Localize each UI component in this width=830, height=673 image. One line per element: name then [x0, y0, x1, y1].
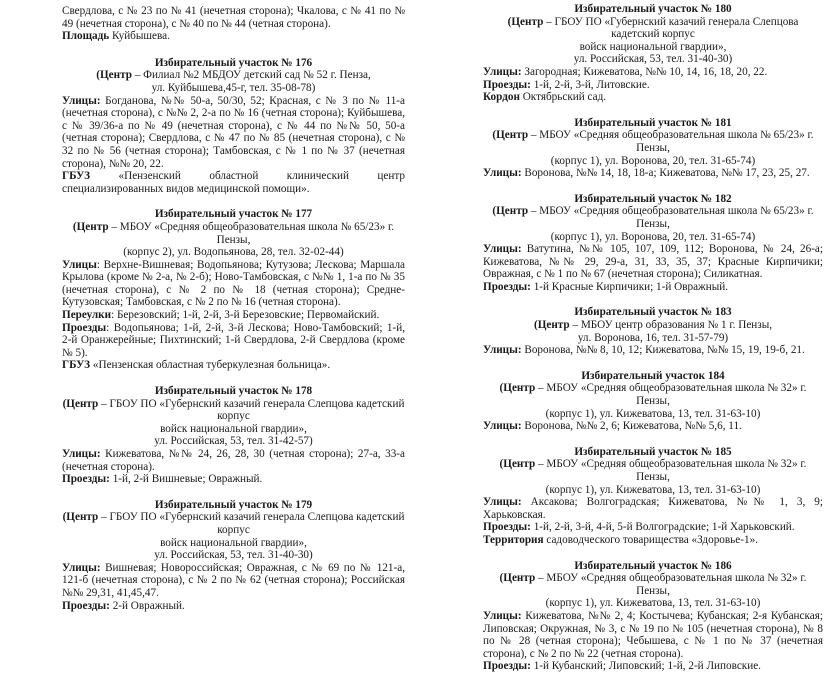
passages-label: Проезды:	[483, 660, 531, 673]
center-line1: – МБОУ «Средняя общеобразовательная школа № 32» г. Пензы,	[535, 382, 807, 408]
precinct-center	[483, 205, 823, 243]
territory-name: садоводческого товарищества «Здоровье-1».	[543, 533, 758, 546]
passages-list: 1-й, 2-й, 3-й, 4-й, 5-й Волгоградские; 1-й Харьковский.	[530, 521, 795, 534]
center-line2: (корпус 2), ул. Водопьянова, 28, тел. 32-02-44)	[123, 246, 344, 259]
precinct-center	[62, 511, 405, 561]
precinct-title: Избирательный участок № 181	[574, 116, 732, 129]
center-open: (	[499, 572, 504, 585]
precinct-streets	[483, 66, 823, 79]
passages-list: : Водопьянова; 1-й, 2-й, 3-й Лескова; Ново-Тамбовский; 1-й, 2-й Оранжерейные; Пихтинский; 1-й Свердлова, 2-й Свердлова (кроме № 5).	[62, 321, 405, 359]
streets-list: Богданова, №№ 50-а, 50/30, 52; Красная, с № 3 по № 11-а (нечетная сторона), с №№ 2, 2-а по № 16 (четная сторона); Куйбышева, с № 39/36-а по № 49 (нечетная сторона), с № 44 по №№ 50, 50-а (четная сторона); Свердлова, с № 47 по № 85 (нечетная сторона), с № 32 по № 56 (четная сторона); Тамбовская, с № 1 по № 37 (нечетная сторона), №№ 20, 22.	[62, 94, 405, 170]
center-label: Центр	[511, 15, 544, 28]
precinct-center	[483, 572, 823, 610]
right-column	[483, 3, 823, 673]
center-label: Центр	[537, 319, 570, 332]
precinct-streets	[483, 496, 823, 521]
center-line1: – МБОУ «Средняя общеобразовательная школа № 32» г. Пензы,	[535, 458, 807, 483]
precinct-center	[483, 319, 823, 344]
precinct-178	[62, 385, 405, 486]
streets-list: Вишневая; Новороссийская; Овражная, с № 69 по № 121-а, 121-б (нечетная сторона), с № 2 по № 62 (четная сторона); Российская №№ 29,31, 41,45,47.	[62, 561, 405, 599]
center-line2: войск национальной гвардии»,	[579, 40, 727, 53]
precinct-lanes	[62, 309, 405, 322]
passages-label: Проезды:	[483, 521, 531, 534]
passages-label: Проезды:	[62, 473, 110, 486]
passages-label: Проезды:	[483, 78, 531, 91]
center-line1: – МБОУ «Средняя общеобразовательная школа № 65/23» г. Пензы,	[528, 129, 814, 154]
precinct-title: Избирательный участок № 182	[574, 192, 732, 205]
precinct-181	[483, 117, 823, 180]
precinct-title: Избирательный участок № 185	[574, 445, 732, 458]
precinct-center	[483, 16, 823, 66]
precinct-streets	[483, 610, 823, 660]
precinct-passages	[483, 660, 823, 673]
left-column	[62, 5, 405, 612]
precinct-territory	[483, 534, 823, 547]
center-label: Центр	[503, 572, 536, 585]
center-line1: – ГБОУ ПО «Губернский казачий генерала Слепцова кадетский корпус	[98, 397, 405, 423]
streets-label: Улицы:	[483, 65, 522, 78]
streets-label: Улицы:	[483, 243, 522, 256]
precinct-cordon	[483, 91, 823, 104]
precinct-185	[483, 446, 823, 547]
precinct-passages	[483, 79, 823, 92]
precinct-center	[483, 382, 823, 420]
streets-label: Улицы:	[483, 167, 522, 180]
streets-list: : Верхне-Вишневая; Водопьянова; Кутузова; Лескова; Маршала Крылова (кроме № 2-а, № 2-б); Ново-Тамбовская, с №№ 1, 1-а по № 35 (нечетная сторона), с № 2 по № 18 (четная сторона); Средне-Кутузовская; Тамбовская, с № 2 по № 16 (четная сторона).	[62, 258, 405, 309]
precinct-passages	[483, 521, 823, 534]
center-line2: (корпус 1), ул. Кижеватова, 13, тел. 31-63-10)	[545, 483, 761, 496]
intro-square	[62, 30, 405, 43]
passages-label: Проезды	[62, 321, 107, 334]
center-open: (	[533, 319, 538, 332]
streets-list: Кижеватова, №№ 2, 4; Костычева; Кубанская; 2-я Кубанская; Липовская; Окружная, № 3, с № 19 по № 105 (нечетная сторона), № 8 по № 28 (четная сторона); Чебышева, с № 1 по № 37 (нечетная сторона), с № 2 по № 22 (четная сторона).	[483, 609, 823, 660]
center-line1: – МБОУ «Средняя общеобразовательная школа № 65/23» г. Пензы,	[108, 220, 395, 246]
streets-label: Улицы	[62, 258, 97, 271]
streets-label: Улицы:	[483, 496, 522, 509]
precinct-streets	[62, 95, 405, 171]
precinct-passages	[62, 473, 405, 486]
passages-list: 1-й Кубанский; Липовский; 1-й, 2-й Липовские.	[530, 660, 761, 673]
center-line1: – Филиал №2 МБДОУ детский сад № 52 г. Пенза,	[131, 69, 371, 82]
territory-label: Территория	[483, 533, 544, 546]
square-value: Куйбышева.	[109, 30, 170, 43]
center-line1: – ГБОУ ПО «Губернский казачий генерала Слепцова кадетский корпус	[543, 15, 799, 41]
center-line3: ул. Российская, 53, тел. 31-40-30)	[573, 53, 733, 66]
precinct-182	[483, 193, 823, 294]
precinct-title: Избирательный участок № 180	[574, 3, 732, 15]
center-line1: – МБОУ центр образования № 1 г. Пензы,	[569, 319, 773, 332]
streets-list: Кижеватова, №№ 24, 26, 28, 30 (четная сторона); 27-а, 33-а (нечетная сторона).	[62, 448, 405, 473]
precinct-title: Избирательный участок № 186	[574, 559, 732, 572]
center-line2: ул. Куйбышева,45-г, тел. 35-08-78)	[151, 81, 316, 94]
center-open: (	[96, 69, 100, 82]
center-open: (	[62, 511, 67, 524]
streets-list: Воронова, №№ 14, 18, 18-а; Кижеватова, №№ 17, 23, 25, 27.	[521, 167, 810, 180]
center-line3: ул. Российская, 53, тел. 31-42-57)	[154, 435, 313, 448]
center-line1: – МБОУ «Средняя общеобразовательная школа № 65/23» г. Пензы,	[528, 205, 814, 230]
intro-streets: Свердлова, с № 23 по № 41 (нечетная сторона); Чкалова, с № 41 по № 49 (нечетная сторона), с № 40 по № 44 (четная сторона).	[62, 5, 405, 30]
passages-label: Проезды:	[62, 599, 110, 612]
center-open: (	[507, 15, 512, 28]
precinct-gbuz	[62, 359, 405, 372]
precinct-center	[483, 129, 823, 167]
precinct-center	[483, 458, 823, 496]
center-open: (	[72, 220, 77, 233]
gbuz-name: «Пензенский областной клинический центр специализированных видов медицинской помощи».	[62, 170, 405, 195]
streets-list: Аксакова; Волгоградская; Кижеватова, №№ 1, 3, 9; Харьковская.	[483, 496, 823, 521]
center-label: Центр	[496, 129, 529, 142]
center-line2: войск национальной гвардии»,	[160, 536, 307, 549]
center-line2: (корпус 1), ул. Воронова, 20, тел. 31-65-74)	[550, 154, 756, 167]
gbuz-name: «Пензенская областная туберкулезная больница».	[90, 359, 331, 372]
center-line3: ул. Российская, 53, тел. 31-40-30)	[154, 549, 313, 562]
center-label: Центр	[496, 205, 529, 218]
streets-label: Улицы:	[483, 609, 522, 622]
precinct-passages	[483, 281, 823, 294]
precinct-streets	[483, 344, 823, 357]
center-line1: – МБОУ «Средняя общеобразовательная школа № 32» г. Пензы,	[535, 572, 807, 597]
passages-list: 1-й, 2-й, 3-й, Литовские.	[530, 78, 650, 91]
center-line1: – ГБОУ ПО «Губернский казачий генерала Слепцова кадетский корпус	[98, 511, 405, 536]
precinct-179	[62, 499, 405, 612]
gbuz-label: ГБУЗ	[62, 359, 91, 372]
precinct-title: Избирательный участок № 179	[154, 498, 313, 511]
streets-list: Загородная; Кижеватова, №№ 10, 14, 16, 18, 20, 22.	[521, 65, 768, 78]
precinct-gbuz	[62, 170, 405, 195]
precinct-passages	[62, 600, 405, 613]
cordon-label: Кордон	[483, 91, 520, 104]
center-line2: (корпус 1), ул. Кижеватова, 13, тел. 31-63-10)	[545, 597, 761, 610]
streets-list: Воронова, №№ 2, 6; Кижеватова, №№ 5,6, 11.	[521, 420, 742, 433]
center-label: Центр	[66, 511, 99, 524]
cordon-name: Октябрьский сад.	[519, 91, 607, 104]
center-open: (	[492, 205, 497, 218]
center-label: Центр	[503, 458, 536, 471]
precinct-streets	[62, 259, 405, 309]
center-line2: (корпус 1), ул. Воронова, 20, тел. 31-65-74)	[550, 230, 756, 243]
square-label: Площадь	[62, 30, 110, 43]
precinct-center	[62, 221, 405, 259]
precinct-184	[483, 370, 823, 433]
streets-list: Воронова, №№ 8, 10, 12; Кижеватова, №№ 15, 19, 19-б, 21.	[521, 344, 805, 357]
precinct-streets	[483, 243, 823, 281]
lanes-label: Переулки	[62, 309, 112, 322]
center-line2: войск национальной гвардии»,	[160, 422, 307, 435]
streets-label: Улицы:	[62, 561, 101, 574]
streets-list: Ватутина, №№ 105, 107, 109, 112; Воронова, № 24, 26-а; Кижеватова, №№ 29, 29-а, 31, 33, 35, 37; Красные Кирпичики; Овражная, с № 1 по № 67 (нечетная сторона); Силикатная.	[483, 243, 823, 281]
center-label: Центр	[99, 69, 132, 82]
center-open: (	[499, 458, 504, 471]
center-open: (	[499, 382, 504, 395]
center-label: Центр	[76, 220, 109, 233]
precinct-center	[62, 398, 405, 448]
precinct-176	[62, 57, 405, 196]
precinct-title: Избирательный участок 184	[581, 369, 725, 382]
precinct-streets	[483, 167, 823, 180]
center-label: Центр	[66, 397, 99, 410]
precinct-passages	[62, 322, 405, 360]
precinct-title: Избирательный участок № 176	[154, 56, 313, 69]
center-label: Центр	[503, 382, 536, 395]
center-line2: ул. Воронова, 16, тел. 31-57-79)	[577, 331, 729, 344]
precinct-186	[483, 560, 823, 673]
precinct-title: Избирательный участок № 177	[154, 208, 313, 221]
streets-label: Улицы:	[483, 344, 522, 357]
streets-label: Улицы:	[483, 420, 522, 433]
lanes-list: : Березовский; 1-й, 2-й, 3-й Березовские; Первомайский.	[111, 309, 380, 322]
precinct-183	[483, 306, 823, 356]
passages-list: 2-й Овражный.	[109, 599, 185, 612]
streets-label: Улицы:	[62, 94, 101, 107]
passages-list: 1-й Красные Кирпичики; 1-й Овражный.	[530, 280, 729, 293]
gbuz-label: ГБУЗ	[62, 170, 91, 183]
precinct-streets	[62, 448, 405, 473]
center-open: (	[492, 129, 497, 142]
precinct-180	[483, 3, 823, 104]
passages-label: Проезды:	[483, 280, 531, 293]
streets-label: Улицы:	[62, 448, 101, 460]
precinct-title: Избирательный участок № 183	[574, 306, 732, 319]
precinct-streets	[483, 420, 823, 433]
precinct-streets	[62, 562, 405, 600]
precinct-177	[62, 208, 405, 372]
precinct-title: Избирательный участок № 178	[154, 385, 313, 398]
precinct-center	[62, 69, 405, 94]
center-line2: (корпус 1), ул. Кижеватова, 13, тел. 31-63-10)	[545, 407, 761, 420]
center-open: (	[62, 397, 67, 410]
passages-list: 1-й, 2-й Вишневые; Овражный.	[109, 473, 263, 486]
